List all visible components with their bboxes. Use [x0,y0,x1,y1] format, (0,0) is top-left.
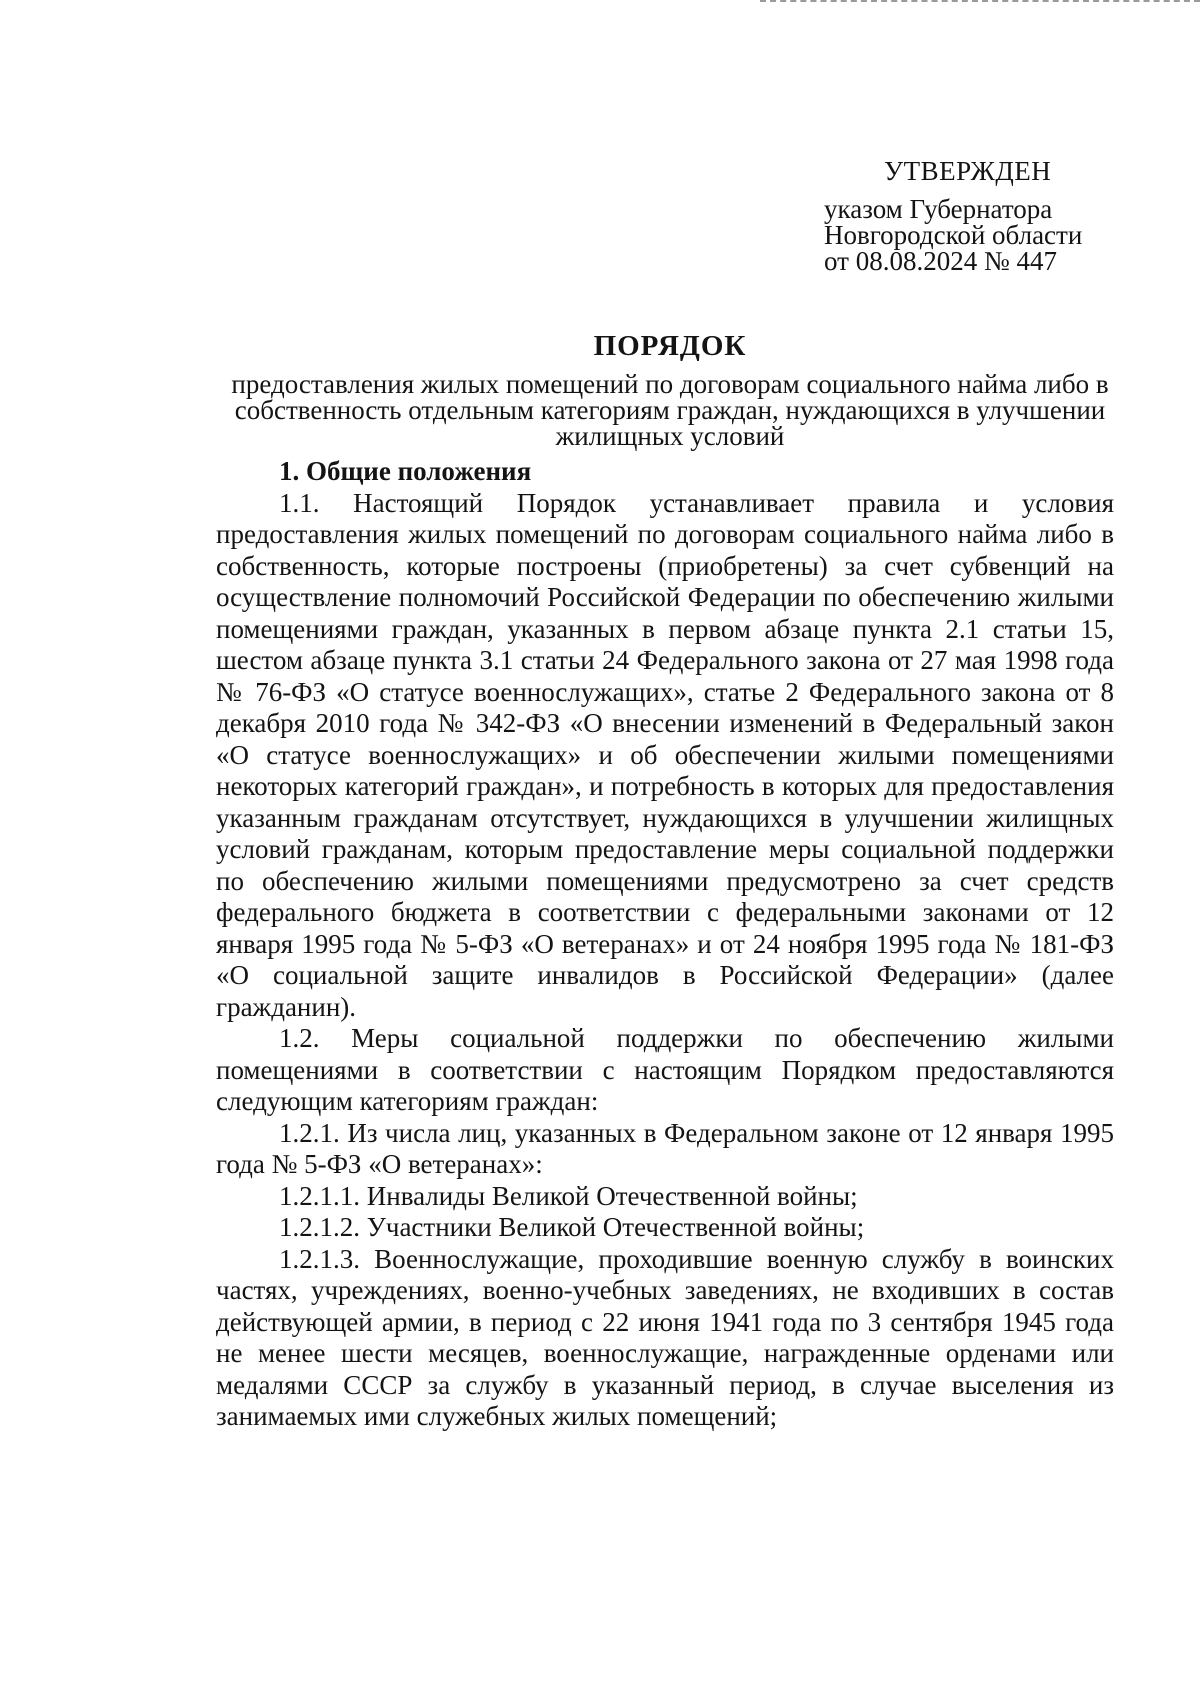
paragraph-1-2: 1.2. Меры социальной поддержки по обеспечению жилыми помещениями в соответствии с настоящим Порядком предоставляются следующим категориям граждан: [216,1023,1114,1116]
paragraph-1-2-1-3: 1.2.1.3. Военнослужащие, проходившие военную службу в воинских частях, учреждениях, военно-учебных заведениях, не входивших в состав действующей армии, в период с 22 июня 1941 года по 3 сентября 1945 года не менее шести месяцев, военнослужащие, награжденные орденами или медалями СССР за службу в указанный период, в случае выселения из занимаемых ими служебных жилых помещений; [216,1243,1114,1431]
paragraph-1-1: 1.1. Настоящий Порядок устанавливает правила и условия предоставления жилых помещений по договорам социального найма либо в собственность, которые построены (приобретены) за счет субвенций на осуществление полномочий Российской Федерации по обеспечению жилыми помещениями граждан, указанных в первом абзаце пункта 2.1 статьи 15, шестом абзаце пункта 3.1 статьи 24 Федерального закона от 27 мая 1998 года № 76-ФЗ «О статусе военнослужащих», статье 2 Федерального закона от 8 декабря 2010 года № 342-ФЗ «О внесении изменений в Федеральный закон «О статусе военнослужащих» и об обеспечении жилыми помещениями некоторых категорий граждан», и потребность в которых для предоставления указанным гражданам отсутствует, нуждающихся в улучшении жилищных условий гражданам, которым предоставление меры социальной поддержки по обеспечению жилыми помещениями предусмотрено за счет средств федерального бюджета в соответствии с федеральными законами от 12 января 1995 года № 5-ФЗ «О ветеранах» и от 24 ноября 1995 года № 181-ФЗ «О социальной защите инвалидов в Российской Федерации» (далее гражданин). [216,487,1114,1022]
document-title-block [210,330,1130,449]
paragraph-1-2-1: 1.2.1. Из числа лиц, указанных в Федеральном законе от 12 января 1995 года № 5-ФЗ «О ветеранах»: [216,1117,1114,1179]
paragraph-1-2-1-2: 1.2.1.2. Участники Великой Отечественной войны; [279,1212,865,1242]
approval-region: Новгородской области [824,220,1083,250]
approval-authority: указом Губернатора [824,194,1053,224]
scan-edge-line [760,0,1200,5]
document-subtitle: предоставления жилых помещений по договорам социального найма либо в собственность отдельным категориям граждан, нуждающихся в улучшении жилищных условий [231,369,1109,451]
approval-stamp-block [824,158,1082,274]
paragraph-1-2-1-1: 1.2.1.1. Инвалиды Великой Отечественной войны; [279,1180,858,1211]
document-title: ПОРЯДОК [593,330,747,362]
approved-label: УТВЕРЖДЕН [884,156,1052,186]
section-heading: 1. Общие положения [279,456,532,486]
document-body [216,456,1114,1433]
approval-date-number: от 08.08.2024 № 447 [824,246,1057,276]
